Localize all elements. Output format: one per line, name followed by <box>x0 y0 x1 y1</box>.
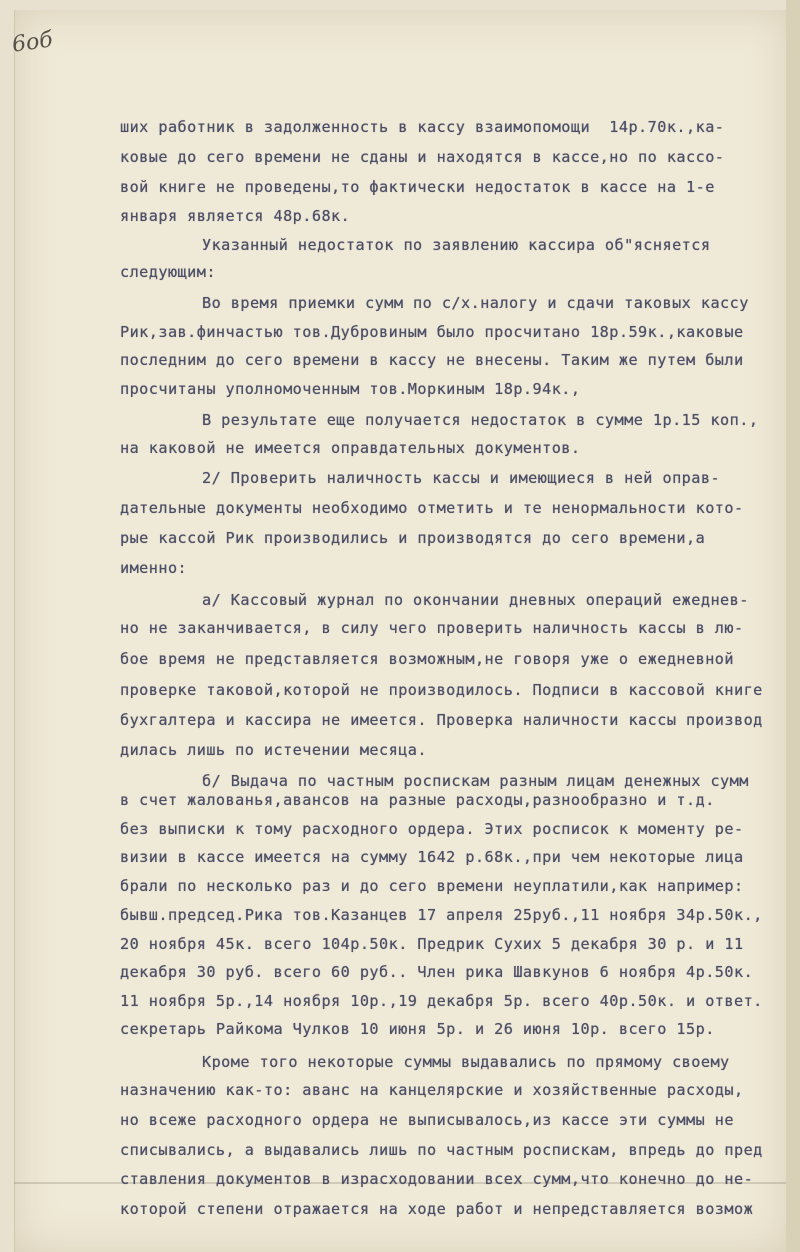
text-line: именно: <box>120 559 188 577</box>
text-line: но всеже расходного ордера не выписывалось,из кассе эти суммы не <box>120 1111 734 1129</box>
text-line: последним до сего времени в кассу не внесены. Таким же путем были <box>120 351 744 369</box>
text-line: в счет жалованья,авансов на разные расходы,разнообразно и т.д. <box>120 791 715 809</box>
text-line: декабря 30 руб. всего 60 руб.. Член рика Шавкунов 6 ноября 4р.50к. <box>120 963 754 981</box>
text-line: В результате еще получается недостаток в сумме 1р.15 коп., <box>202 411 759 429</box>
text-line: а/ Кассовый журнал по окончании дневных операций ежеднев- <box>202 591 749 609</box>
text-line: дательные документы необходимо отметить и те ненормальности кото- <box>120 499 744 517</box>
text-line: ставления документов в израсходовании всех сумм,что конечно до не- <box>120 1170 754 1188</box>
text-line: января является 48р.68к. <box>120 207 351 225</box>
text-line: дилась лишь по истечении месяца. <box>120 741 427 759</box>
text-line: бое время не представляется возможным,не говоря уже о ежедневной <box>120 650 734 668</box>
text-line: на каковой не имеется оправдательных документов. <box>120 439 581 457</box>
text-line: Кроме того некоторые суммы выдавались по прямому своему <box>202 1053 730 1071</box>
text-line: ших работник в задолженность в кассу взаимопомощи 14р.70к.,ка- <box>120 118 725 136</box>
text-line: визии в кассе имеется на сумму 1642 р.68к.,при чем некоторые лица <box>120 848 744 866</box>
text-line: просчитаны уполномоченным тов.Моркиным 18р.94к., <box>120 380 581 398</box>
text-line: назначению как-то: аванс на канцелярские и хозяйственные расходы, <box>120 1081 744 1099</box>
text-line: рые кассой Рик производились и производятся до сего времени,а <box>120 529 706 547</box>
text-line: бывш.председ.Рика тов.Казанцев 17 апреля 25руб.,11 ноября 34р.50к., <box>120 906 763 924</box>
text-line: 11 ноября 5р.,14 ноября 10р.,19 декабря 5р. всего 40р.50к. и ответ. <box>120 992 763 1010</box>
text-line: бухгалтера и кассира не имеется. Проверка наличности кассы производ <box>120 711 763 729</box>
text-line: следующим: <box>120 263 216 281</box>
text-line: которой степени отражается на ходе работ и непредставляется возмож <box>120 1200 754 1218</box>
text-line: ковые до сего времени не сданы и находятся в кассе,но по кассо- <box>120 148 725 166</box>
text-line: без выписки к тому расходного ордера. Этих росписок к моменту ре- <box>120 820 744 838</box>
text-line: но не заканчивается, в силу чего проверить наличность кассы в лю- <box>120 619 744 637</box>
text-line: 20 ноября 45к. всего 104р.50к. Предрик Сухих 5 декабря 30 р. и 11 <box>120 935 744 953</box>
text-line: Указанный недостаток по заявлению кассира об"ясняется <box>202 236 711 254</box>
page-edge <box>786 0 800 1252</box>
text-line: б/ Выдача по частным роспискам разным лицам денежных сумм <box>202 772 749 790</box>
text-line: списывались, а выдавались лишь по частным роспискам, впредь до пред <box>120 1141 763 1159</box>
text-line: вой книге не проведены,то фактически недостаток в кассе на 1-е <box>120 178 715 196</box>
handwritten-page-number: 6об <box>10 27 55 58</box>
text-line: Рик,зав.финчастью тов.Дубровиным было просчитано 18р.59к.,каковые <box>120 323 744 341</box>
text-line: проверке таковой,которой не производилось. Подписи в кассовой книге <box>120 681 763 699</box>
text-line: 2/ Проверить наличность кассы и имеющиеся в ней оправ- <box>202 469 721 487</box>
text-line: Во время приемки сумм по с/х.налогу и сдачи таковых кассу <box>202 294 749 312</box>
text-line: брали по несколько раз и до сего времени неуплатили,как например: <box>120 877 744 895</box>
text-line: секретарь Райкома Чулков 10 июня 5р. и 26 июня 10р. всего 15р. <box>120 1020 715 1038</box>
